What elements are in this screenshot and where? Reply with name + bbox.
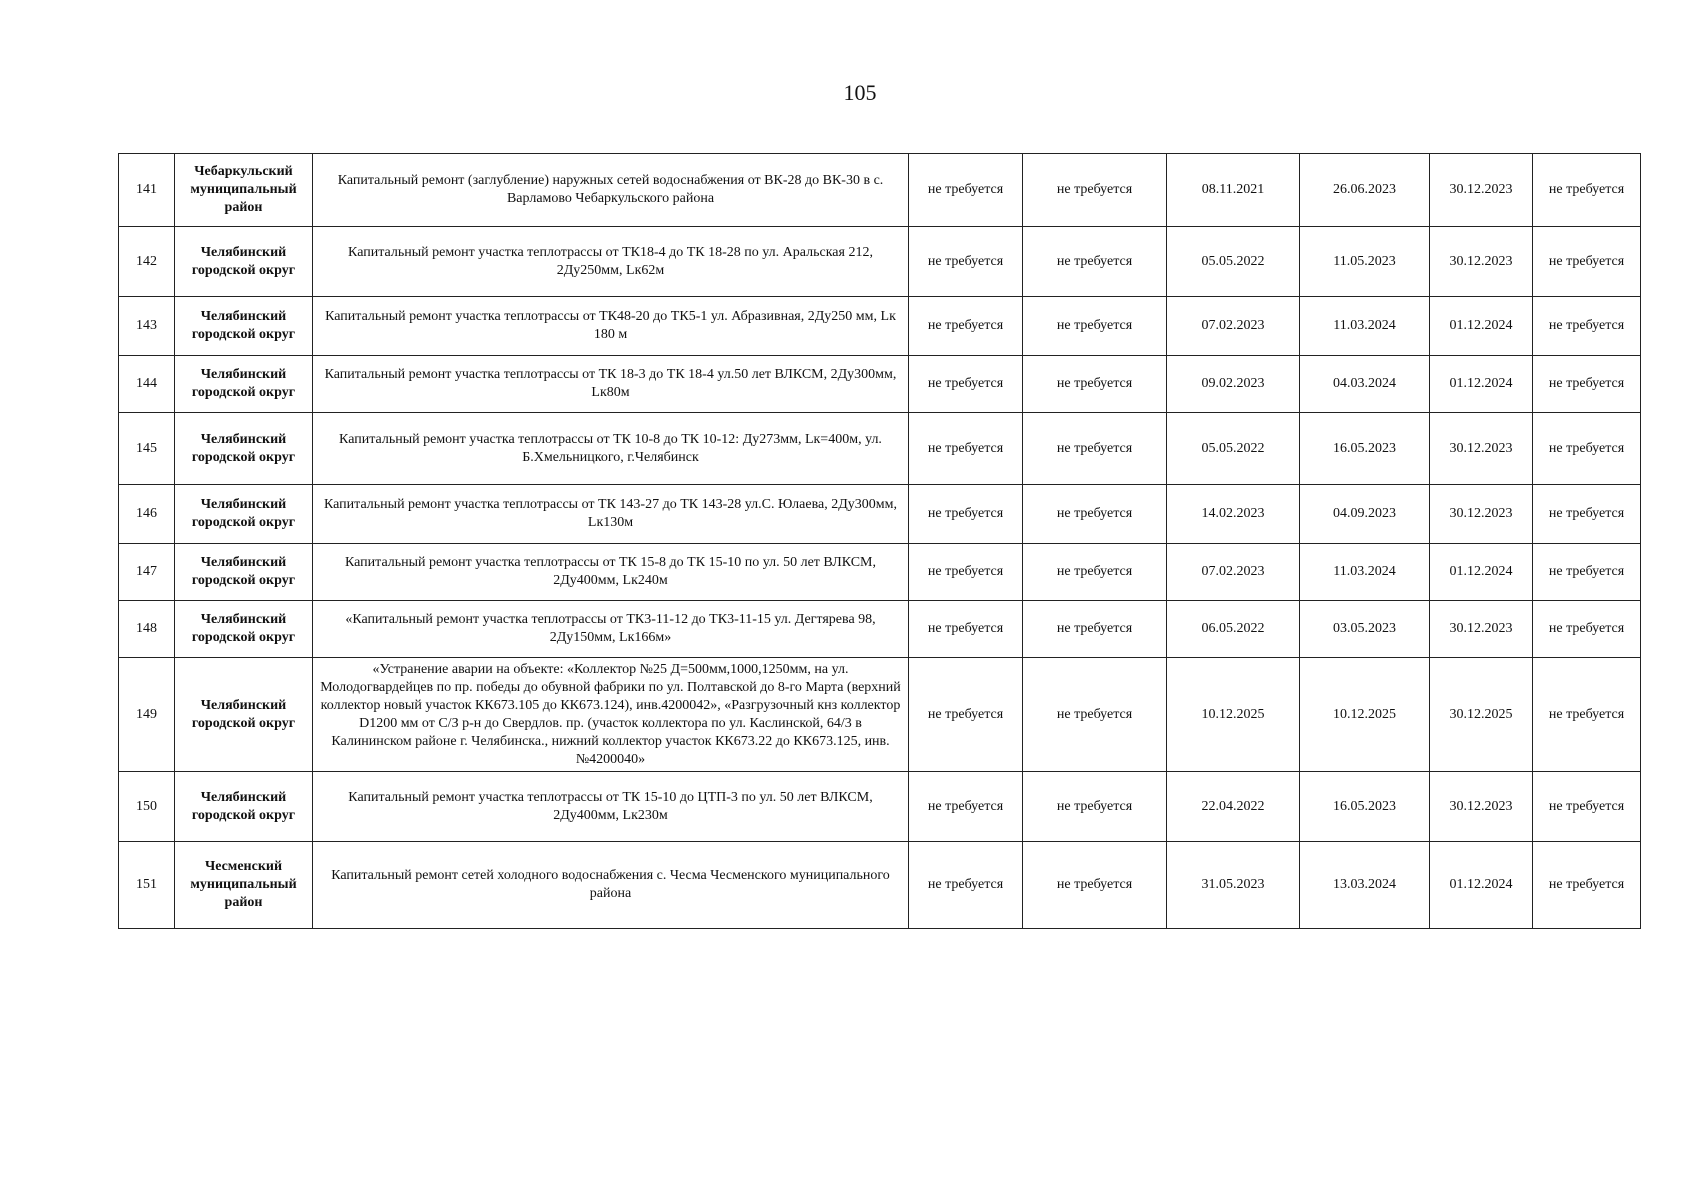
date-cell: 22.04.2022 (1167, 772, 1300, 842)
table-row (119, 544, 1641, 601)
date-cell: 04.03.2024 (1300, 356, 1430, 413)
requirement-cell: не требуется (1023, 658, 1167, 772)
table-row (119, 658, 1641, 772)
date-cell: 10.12.2025 (1167, 658, 1300, 772)
requirement-cell: не требуется (909, 227, 1023, 297)
requirement-cell: не требуется (1023, 227, 1167, 297)
requirement-cell: не требуется (1023, 544, 1167, 601)
description-cell: «Устранение аварии на объекте: «Коллектор №25 Д=500мм,1000,1250мм, на ул. Молодогвардейцев по пр. победы до обувной фабрики по ул. Полтавской до 8-го Марта (верхний коллектор новый участок КК673.105 до КК673.124), инв.4200042», «Разгрузочный кнз коллектор D1200 мм от С/З р-н до Свердлов. пр. (участок коллектора по ул. Каслинской, 64/3 в Калининском районе г. Челябинска., нижний коллектор участок КК673.22 до КК673.125, инв.№4200040» (313, 658, 909, 772)
district-cell: Челябинский городской округ (175, 772, 313, 842)
requirement-cell: не требуется (1533, 544, 1641, 601)
table-row (119, 154, 1641, 227)
requirement-cell: не требуется (1023, 356, 1167, 413)
requirement-cell: не требуется (1533, 413, 1641, 485)
requirement-cell: не требуется (1023, 772, 1167, 842)
date-cell: 07.02.2023 (1167, 297, 1300, 356)
date-cell: 01.12.2024 (1430, 544, 1533, 601)
district-cell: Челябинский городской округ (175, 601, 313, 658)
row-number: 151 (119, 842, 175, 929)
requirement-cell: не требуется (909, 413, 1023, 485)
row-number: 148 (119, 601, 175, 658)
row-number: 142 (119, 227, 175, 297)
district-cell: Челябинский городской округ (175, 485, 313, 544)
district-cell: Челябинский городской округ (175, 413, 313, 485)
date-cell: 10.12.2025 (1300, 658, 1430, 772)
description-cell: Капитальный ремонт участка теплотрассы от ТК 15-10 до ЦТП-3 по ул. 50 лет ВЛКСМ, 2Ду400мм, Lк230м (313, 772, 909, 842)
requirement-cell: не требуется (909, 658, 1023, 772)
table-row (119, 227, 1641, 297)
table-row (119, 413, 1641, 485)
requirement-cell: не требуется (1533, 356, 1641, 413)
row-number: 141 (119, 154, 175, 227)
row-number: 143 (119, 297, 175, 356)
date-cell: 30.12.2023 (1430, 227, 1533, 297)
requirement-cell: не требуется (1533, 227, 1641, 297)
date-cell: 11.03.2024 (1300, 544, 1430, 601)
date-cell: 03.05.2023 (1300, 601, 1430, 658)
date-cell: 14.02.2023 (1167, 485, 1300, 544)
table-row (119, 772, 1641, 842)
description-cell: Капитальный ремонт сетей холодного водоснабжения с. Чесма Чесменского муниципального района (313, 842, 909, 929)
date-cell: 05.05.2022 (1167, 413, 1300, 485)
requirement-cell: не требуется (1533, 297, 1641, 356)
works-table (118, 153, 1641, 929)
requirement-cell: не требуется (1023, 842, 1167, 929)
requirement-cell: не требуется (1533, 658, 1641, 772)
date-cell: 30.12.2025 (1430, 658, 1533, 772)
requirement-cell: не требуется (1023, 297, 1167, 356)
date-cell: 31.05.2023 (1167, 842, 1300, 929)
date-cell: 07.02.2023 (1167, 544, 1300, 601)
district-cell: Челябинский городской округ (175, 227, 313, 297)
district-cell: Чесменский муниципальный район (175, 842, 313, 929)
requirement-cell: не требуется (909, 544, 1023, 601)
row-number: 149 (119, 658, 175, 772)
date-cell: 30.12.2023 (1430, 413, 1533, 485)
description-cell: Капитальный ремонт участка теплотрассы от ТК 18-3 до ТК 18-4 ул.50 лет ВЛКСМ, 2Ду300мм, Lк80м (313, 356, 909, 413)
district-cell: Челябинский городской округ (175, 544, 313, 601)
description-cell: Капитальный ремонт участка теплотрассы от ТК48-20 до ТК5-1 ул. Абразивная, 2Ду250 мм, Lк 180 м (313, 297, 909, 356)
requirement-cell: не требуется (909, 485, 1023, 544)
requirement-cell: не требуется (1533, 842, 1641, 929)
description-cell: Капитальный ремонт участка теплотрассы от ТК 143-27 до ТК 143-28 ул.С. Юлаева, 2Ду300мм, Lк130м (313, 485, 909, 544)
district-cell: Челябинский городской округ (175, 297, 313, 356)
table-row (119, 601, 1641, 658)
table-row (119, 842, 1641, 929)
date-cell: 09.02.2023 (1167, 356, 1300, 413)
row-number: 144 (119, 356, 175, 413)
requirement-cell: не требуется (1533, 601, 1641, 658)
date-cell: 04.09.2023 (1300, 485, 1430, 544)
requirement-cell: не требуется (1023, 601, 1167, 658)
date-cell: 01.12.2024 (1430, 297, 1533, 356)
requirement-cell: не требуется (1023, 413, 1167, 485)
date-cell: 01.12.2024 (1430, 356, 1533, 413)
date-cell: 01.12.2024 (1430, 842, 1533, 929)
date-cell: 13.03.2024 (1300, 842, 1430, 929)
requirement-cell: не требуется (909, 601, 1023, 658)
requirement-cell: не требуется (1023, 154, 1167, 227)
row-number: 150 (119, 772, 175, 842)
requirement-cell: не требуется (909, 297, 1023, 356)
table-row (119, 356, 1641, 413)
row-number: 146 (119, 485, 175, 544)
page-number: 105 (843, 80, 877, 105)
description-cell: Капитальный ремонт (заглубление) наружных сетей водоснабжения от ВК-28 до ВК-30 в с. Варламово Чебаркульского района (313, 154, 909, 227)
requirement-cell: не требуется (1533, 154, 1641, 227)
district-cell: Челябинский городской округ (175, 356, 313, 413)
date-cell: 30.12.2023 (1430, 601, 1533, 658)
requirement-cell: не требуется (909, 356, 1023, 413)
requirement-cell: не требуется (1533, 485, 1641, 544)
description-cell: «Капитальный ремонт участка теплотрассы от ТК3-11-12 до ТК3-11-15 ул. Дегтярева 98, 2Ду150мм, Lк166м» (313, 601, 909, 658)
date-cell: 11.03.2024 (1300, 297, 1430, 356)
date-cell: 26.06.2023 (1300, 154, 1430, 227)
table-row (119, 485, 1641, 544)
district-cell: Челябинский городской округ (175, 658, 313, 772)
date-cell: 05.05.2022 (1167, 227, 1300, 297)
date-cell: 30.12.2023 (1430, 485, 1533, 544)
requirement-cell: не требуется (909, 842, 1023, 929)
date-cell: 08.11.2021 (1167, 154, 1300, 227)
date-cell: 16.05.2023 (1300, 772, 1430, 842)
date-cell: 30.12.2023 (1430, 772, 1533, 842)
requirement-cell: не требуется (1023, 485, 1167, 544)
requirement-cell: не требуется (1533, 772, 1641, 842)
row-number: 147 (119, 544, 175, 601)
date-cell: 16.05.2023 (1300, 413, 1430, 485)
row-number: 145 (119, 413, 175, 485)
description-cell: Капитальный ремонт участка теплотрассы от ТК18-4 до ТК 18-28 по ул. Аральская 212, 2Ду250мм, Lк62м (313, 227, 909, 297)
requirement-cell: не требуется (909, 154, 1023, 227)
description-cell: Капитальный ремонт участка теплотрассы от ТК 10-8 до ТК 10-12: Ду273мм, Lк=400м, ул. Б.Хмельницкого, г.Челябинск (313, 413, 909, 485)
district-cell: Чебаркульский муниципальный район (175, 154, 313, 227)
date-cell: 06.05.2022 (1167, 601, 1300, 658)
requirement-cell: не требуется (909, 772, 1023, 842)
description-cell: Капитальный ремонт участка теплотрассы от ТК 15-8 до ТК 15-10 по ул. 50 лет ВЛКСМ, 2Ду400мм, Lк240м (313, 544, 909, 601)
date-cell: 11.05.2023 (1300, 227, 1430, 297)
date-cell: 30.12.2023 (1430, 154, 1533, 227)
table-row (119, 297, 1641, 356)
